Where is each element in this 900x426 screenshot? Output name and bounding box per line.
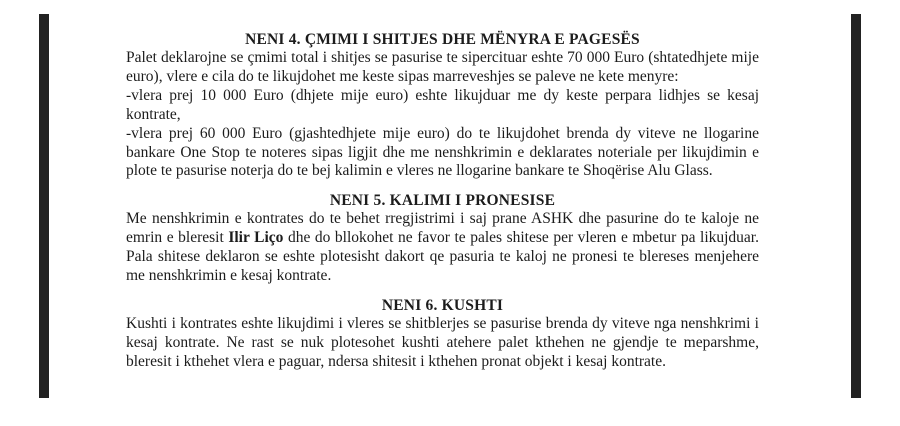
article-5-paragraph-1: [126, 210, 759, 286]
article-4-paragraph-1: Palet deklarojne se çmimi total i shitjes se pasurise te sipercituar eshte 70 000 Euro (shtatedhjete mije euro), vlere e cila do te likujdohet me keste sipas marreveshjes se paleve ne kete menyre:: [126, 49, 759, 85]
article-4: [126, 30, 759, 181]
article-5-text-start: Me nenshkrimin e kontrates do te behet rregjistrimi i saj prane ASHK dhe pasurine do te kaloje ne emrin e bleresit: [126, 210, 759, 247]
article-6-title: NENI 6. KUSHTI: [381, 296, 504, 314]
article-5-text-end: dhe do bllokohet ne favor te pales shitese per vleren e mbetur pa likujduar. Pala shitese deklaron se eshte plotesisht dakort qe pasuria te kaloj ne pronesi te blereses menjehere me nenshkrimin e kesaj kontrate.: [126, 229, 759, 285]
article-6: [126, 296, 759, 372]
article-4-paragraph-2: -vlera prej 10 000 Euro (dhjete mije euro) eshte likujduar me dy keste perpara lidhjes se kesaj kontrate,: [126, 86, 759, 123]
article-4-title: NENI 4. ÇMIMI I SHITJES DHE MËNYRA E PAGESËS: [245, 31, 640, 48]
contract-page: [126, 30, 759, 372]
buyer-name: Ilir Liço: [228, 229, 284, 247]
article-5-title: NENI 5. KALIMI I PRONESISE: [329, 192, 556, 210]
left-border-bar: [39, 14, 49, 398]
right-border-bar: [851, 14, 861, 398]
article-6-paragraph-1: Kushti i kontrates eshte likujdimi i vleres se shitblerjes se pasurise brenda dy viteve nga nenshkrimi i kesaj kontrate. Ne rast se nuk plotesohet kushti atehere palet kthehen ne gjendje te meparshme, bleresit i kthehet vlera e paguar, ndersa shitesit i kthehen pronat objekt i kesaj kontrate.: [126, 314, 759, 370]
article-4-paragraph-3: -vlera prej 60 000 Euro (gjashtedhjete mije euro) do te likujdohet brenda dy viteve ne llogarine bankare One Stop te noteres sipas ligjit dhe me nenshkrimin e deklarates noteriale per likujdimin e plote te pasurise noterja do te bej kalimin e vleres ne llogarine bankare te Shoqërise Alu Glass.: [126, 124, 759, 180]
article-5: [126, 191, 759, 286]
